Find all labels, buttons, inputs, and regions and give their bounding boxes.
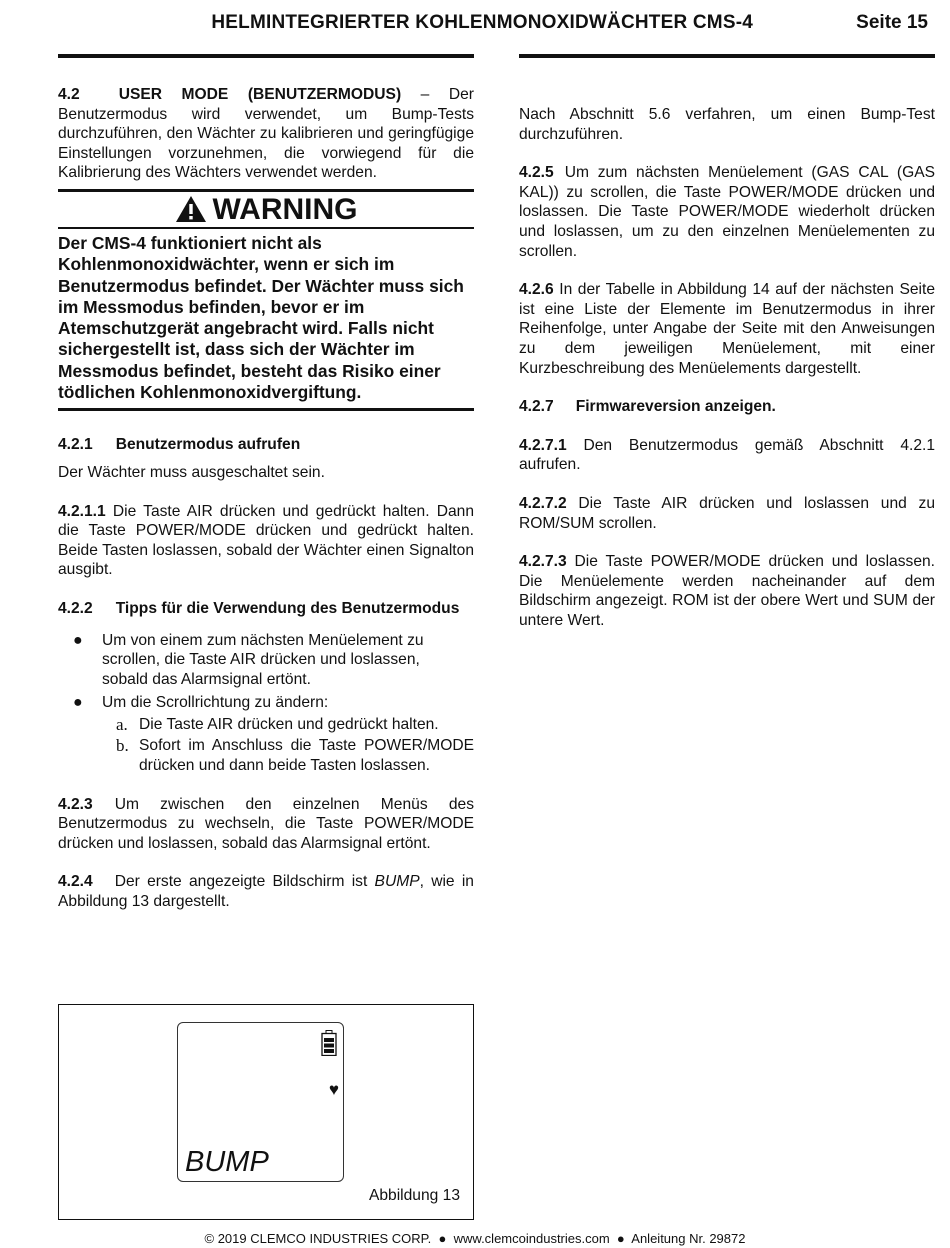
page-header xyxy=(58,10,928,38)
section-4-2-6-text: In der Tabelle in Abbildung 14 auf der nächsten Seite ist eine Liste der Elemente im Benutzermodus in ihrer Reihenfolge, unter Angabe der Seite mit den Anweisungen zu dem jeweiligen Menüelement, mit einer Kurzbeschreibung des Menüelements dargestellt. xyxy=(519,281,935,377)
section-4-2-7-2 xyxy=(519,494,935,533)
section-4-2-6-number: 4.2.6 xyxy=(519,281,554,299)
right-intro: Nach Abschnitt 5.6 verfahren, um einen Bump-Test durchzuführen. xyxy=(519,106,935,143)
warning-box xyxy=(58,189,474,411)
website-text: www.clemcoindustries.com xyxy=(453,1231,610,1246)
sub-item-text: Die Taste AIR drücken und gedrückt halten. xyxy=(139,715,439,733)
section-4-2-1-text: Der Wächter muss ausgeschaltet sein. xyxy=(58,463,325,481)
section-4-2-title: USER MODE (BENUTZERMODUS) xyxy=(118,86,402,103)
bullet-separator-icon: ● xyxy=(613,1231,629,1246)
section-4-2-1-number: 4.2.1 xyxy=(58,436,93,454)
battery-icon xyxy=(321,1030,337,1056)
section-4-2 xyxy=(58,85,474,183)
section-4-2-3-text: Um zwischen den einzelnen Menüs des Benutzermodus zu wechseln, die Taste POWER/MODE drücken und loslassen, sobald das Alarmsignal ertönt. xyxy=(58,795,474,852)
screen-text: BUMP xyxy=(185,1146,269,1178)
section-4-2-2-number: 4.2.2 xyxy=(58,599,93,617)
heart-icon: ♥ xyxy=(328,1080,339,1099)
tips-list xyxy=(58,631,474,776)
section-4-2-1-1 xyxy=(58,502,474,580)
section-4-2-3 xyxy=(58,795,474,854)
copyright-text: © 2019 CLEMCO INDUSTRIES CORP. xyxy=(204,1231,432,1246)
list-item xyxy=(58,693,474,713)
section-4-2-5-text: Um zum nächsten Menüelement (GAS CAL (GAS KAL)) zu scrollen, die Taste POWER/MODE drücken und loslassen. Die Taste POWER/MODE wiederholt drücken und loslassen, um zu den einzelnen Menüelementen zu scrollen. xyxy=(519,164,935,260)
sub-list-item xyxy=(102,736,474,775)
section-4-2-4-italic: BUMP xyxy=(374,873,420,891)
figure-caption: Abbildung 13 xyxy=(368,1187,460,1204)
warning-header xyxy=(58,192,474,229)
section-4-2-7-heading xyxy=(519,397,935,417)
section-4-2-4-text-end: , wie in Abbildung 13 dargestellt. xyxy=(58,873,474,911)
right-column xyxy=(519,105,935,630)
section-4-2-7-1 xyxy=(519,436,935,475)
section-4-2-2-heading xyxy=(58,599,474,619)
section-4-2-7-title: Firmwareversion anzeigen. xyxy=(575,398,776,416)
section-4-2-1-1-number: 4.2.1.1 xyxy=(58,502,106,520)
bullet-icon: ● xyxy=(73,631,83,649)
section-4-2-1-title: Benutzermodus aufrufen xyxy=(115,436,301,454)
manual-number: Anleitung Nr. 29872 xyxy=(631,1231,746,1246)
section-4-2-1-heading xyxy=(58,435,474,455)
section-4-2-7-3-number: 4.2.7.3 xyxy=(519,553,567,571)
section-4-2-4-text: Der erste angezeigte Bildschirm ist xyxy=(114,873,375,891)
sub-item-letter: a. xyxy=(116,714,128,734)
sub-list-item xyxy=(102,715,474,735)
section-4-2-2-title: Tipps für die Verwendung des Benutzermodus xyxy=(115,599,460,617)
left-column xyxy=(58,85,474,912)
bullet-separator-icon: ● xyxy=(434,1231,450,1246)
section-4-2-7-2-text: Die Taste AIR drücken und loslassen und zu ROM/SUM scrollen. xyxy=(519,494,935,532)
document-title: HELMINTEGRIERTER KOHLENMONOXIDWÄCHTER CMS-4 xyxy=(211,12,753,33)
section-4-2-6 xyxy=(519,280,935,378)
section-4-2-text: – Der Benutzermodus wird verwendet, um Bump-Tests durchzuführen, den Wächter zu kalibrieren und geringfügige Einstellungen vorzunehmen, die vorwiegend für die Kalibrierung des Wächters verwendet werden. xyxy=(58,86,474,182)
page-number: Seite 15 xyxy=(856,12,928,33)
section-4-2-4-number: 4.2.4 xyxy=(58,873,93,891)
warning-text: Der CMS-4 funktioniert nicht als Kohlenmonoxidwächter, wenn er sich im Benutzermodus befindet. Der Wächter muss sich im Messmodus befinden, bevor er im Atemschutzgerät angebracht wird. Falls nicht sichergestellt ist, dass sich der Wächter im Messmodus befindet, besteht das Risiko einer tödlichen Kohlenmonoxidvergiftung. xyxy=(58,232,464,403)
display-screen xyxy=(177,1022,344,1182)
sub-item-letter: b. xyxy=(116,736,129,756)
section-4-2-number: 4.2 xyxy=(58,86,80,103)
section-4-2-3-number: 4.2.3 xyxy=(58,795,93,813)
section-4-2-1-1-text: Die Taste AIR drücken und gedrückt halten. Dann die Taste POWER/MODE drücken und gedrückt halten. Beide Tasten loslassen, sobald der Wächter einen Signalton ausgibt. xyxy=(58,502,474,579)
sub-item-text: Sofort im Anschluss die Taste POWER/MODE drücken und dann beide Tasten loslassen. xyxy=(139,737,474,775)
warning-triangle-icon xyxy=(175,195,207,223)
sub-list xyxy=(102,715,474,776)
section-4-2-7-3 xyxy=(519,552,935,630)
section-4-2-7-number: 4.2.7 xyxy=(519,398,554,416)
figure-13 xyxy=(58,1004,474,1220)
header-rule-left xyxy=(58,54,474,58)
list-item-text: Um die Scrollrichtung zu ändern: xyxy=(102,694,329,712)
section-4-2-5 xyxy=(519,163,935,261)
section-4-2-7-2-number: 4.2.7.2 xyxy=(519,494,567,512)
list-item-text: Um von einem zum nächsten Menüelement zu scrollen, die Taste AIR drücken und loslassen, sobald das Alarmsignal ertönt. xyxy=(102,631,424,688)
section-4-2-7-1-text: Den Benutzermodus gemäß Abschnitt 4.2.1 aufrufen. xyxy=(519,436,935,474)
section-4-2-7-3-text: Die Taste POWER/MODE drücken und loslassen. Die Menüelemente werden nacheinander auf dem Bildschirm angezeigt. ROM ist der obere Wert und SUM der untere Wert. xyxy=(519,553,935,629)
warning-title: WARNING xyxy=(212,192,358,226)
section-4-2-5-number: 4.2.5 xyxy=(519,164,554,182)
list-item xyxy=(58,631,474,690)
section-4-2-7-1-number: 4.2.7.1 xyxy=(519,436,567,454)
bullet-icon: ● xyxy=(73,694,83,712)
section-4-2-4 xyxy=(58,872,474,911)
page-footer xyxy=(0,1231,950,1246)
header-rule-right xyxy=(519,54,935,58)
